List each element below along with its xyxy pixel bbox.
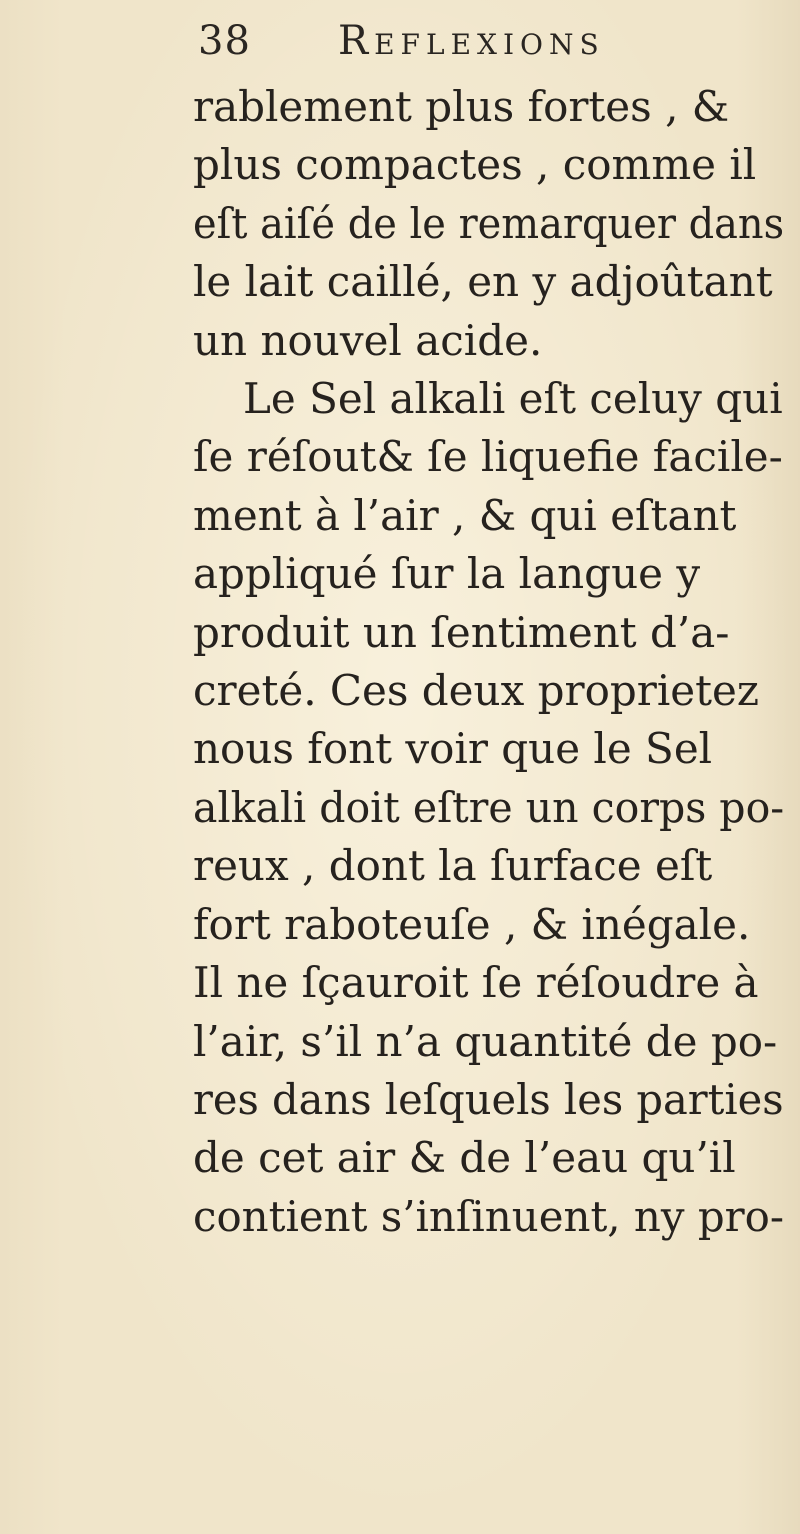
text-line: eſt aiſé de le remarquer dans bbox=[193, 198, 785, 248]
text-line: produit un ſentiment d’a- bbox=[193, 607, 730, 657]
text-line: rablement plus fortes , & bbox=[193, 82, 730, 131]
text-line: alkali doit eſtre un corps po- bbox=[193, 782, 785, 832]
text-line: de cet air & de l’eau qu’il bbox=[193, 1133, 736, 1183]
text-line: ſe réſout& ſe liquefie facile- bbox=[193, 432, 783, 482]
text-line: l’air, s’il n’a quantité de po- bbox=[193, 1016, 778, 1066]
body-text bbox=[193, 78, 785, 1246]
running-title: Reflexions bbox=[338, 18, 605, 64]
text-line: res dans leſquels les parties bbox=[193, 1074, 784, 1124]
text-line: reux , dont la ſurface eſt bbox=[193, 841, 713, 891]
text-line: Il ne ſçauroit ſe réſoudre à bbox=[193, 958, 759, 1008]
paragraph-start-line: Le Sel alkali eſt celuy qui bbox=[243, 374, 783, 424]
text-line: le lait caillé, en y adjoûtant bbox=[193, 257, 773, 307]
page-number: 38 bbox=[198, 18, 251, 64]
running-head bbox=[198, 18, 605, 78]
text-line: creté. Ces deux proprietez bbox=[193, 666, 759, 716]
text-line: ment à l’air , & qui eſtant bbox=[193, 490, 737, 540]
text-line: appliqué ſur la langue y bbox=[193, 549, 701, 599]
text-line: un nouvel acide. bbox=[193, 315, 543, 365]
text-line: contient s’inſinuent, ny pro- bbox=[193, 1191, 785, 1241]
text-line: fort raboteuſe , & inégale. bbox=[193, 899, 751, 949]
text-line: plus compactes , comme il bbox=[193, 140, 757, 190]
text-line: nous font voir que le Sel bbox=[193, 724, 713, 774]
